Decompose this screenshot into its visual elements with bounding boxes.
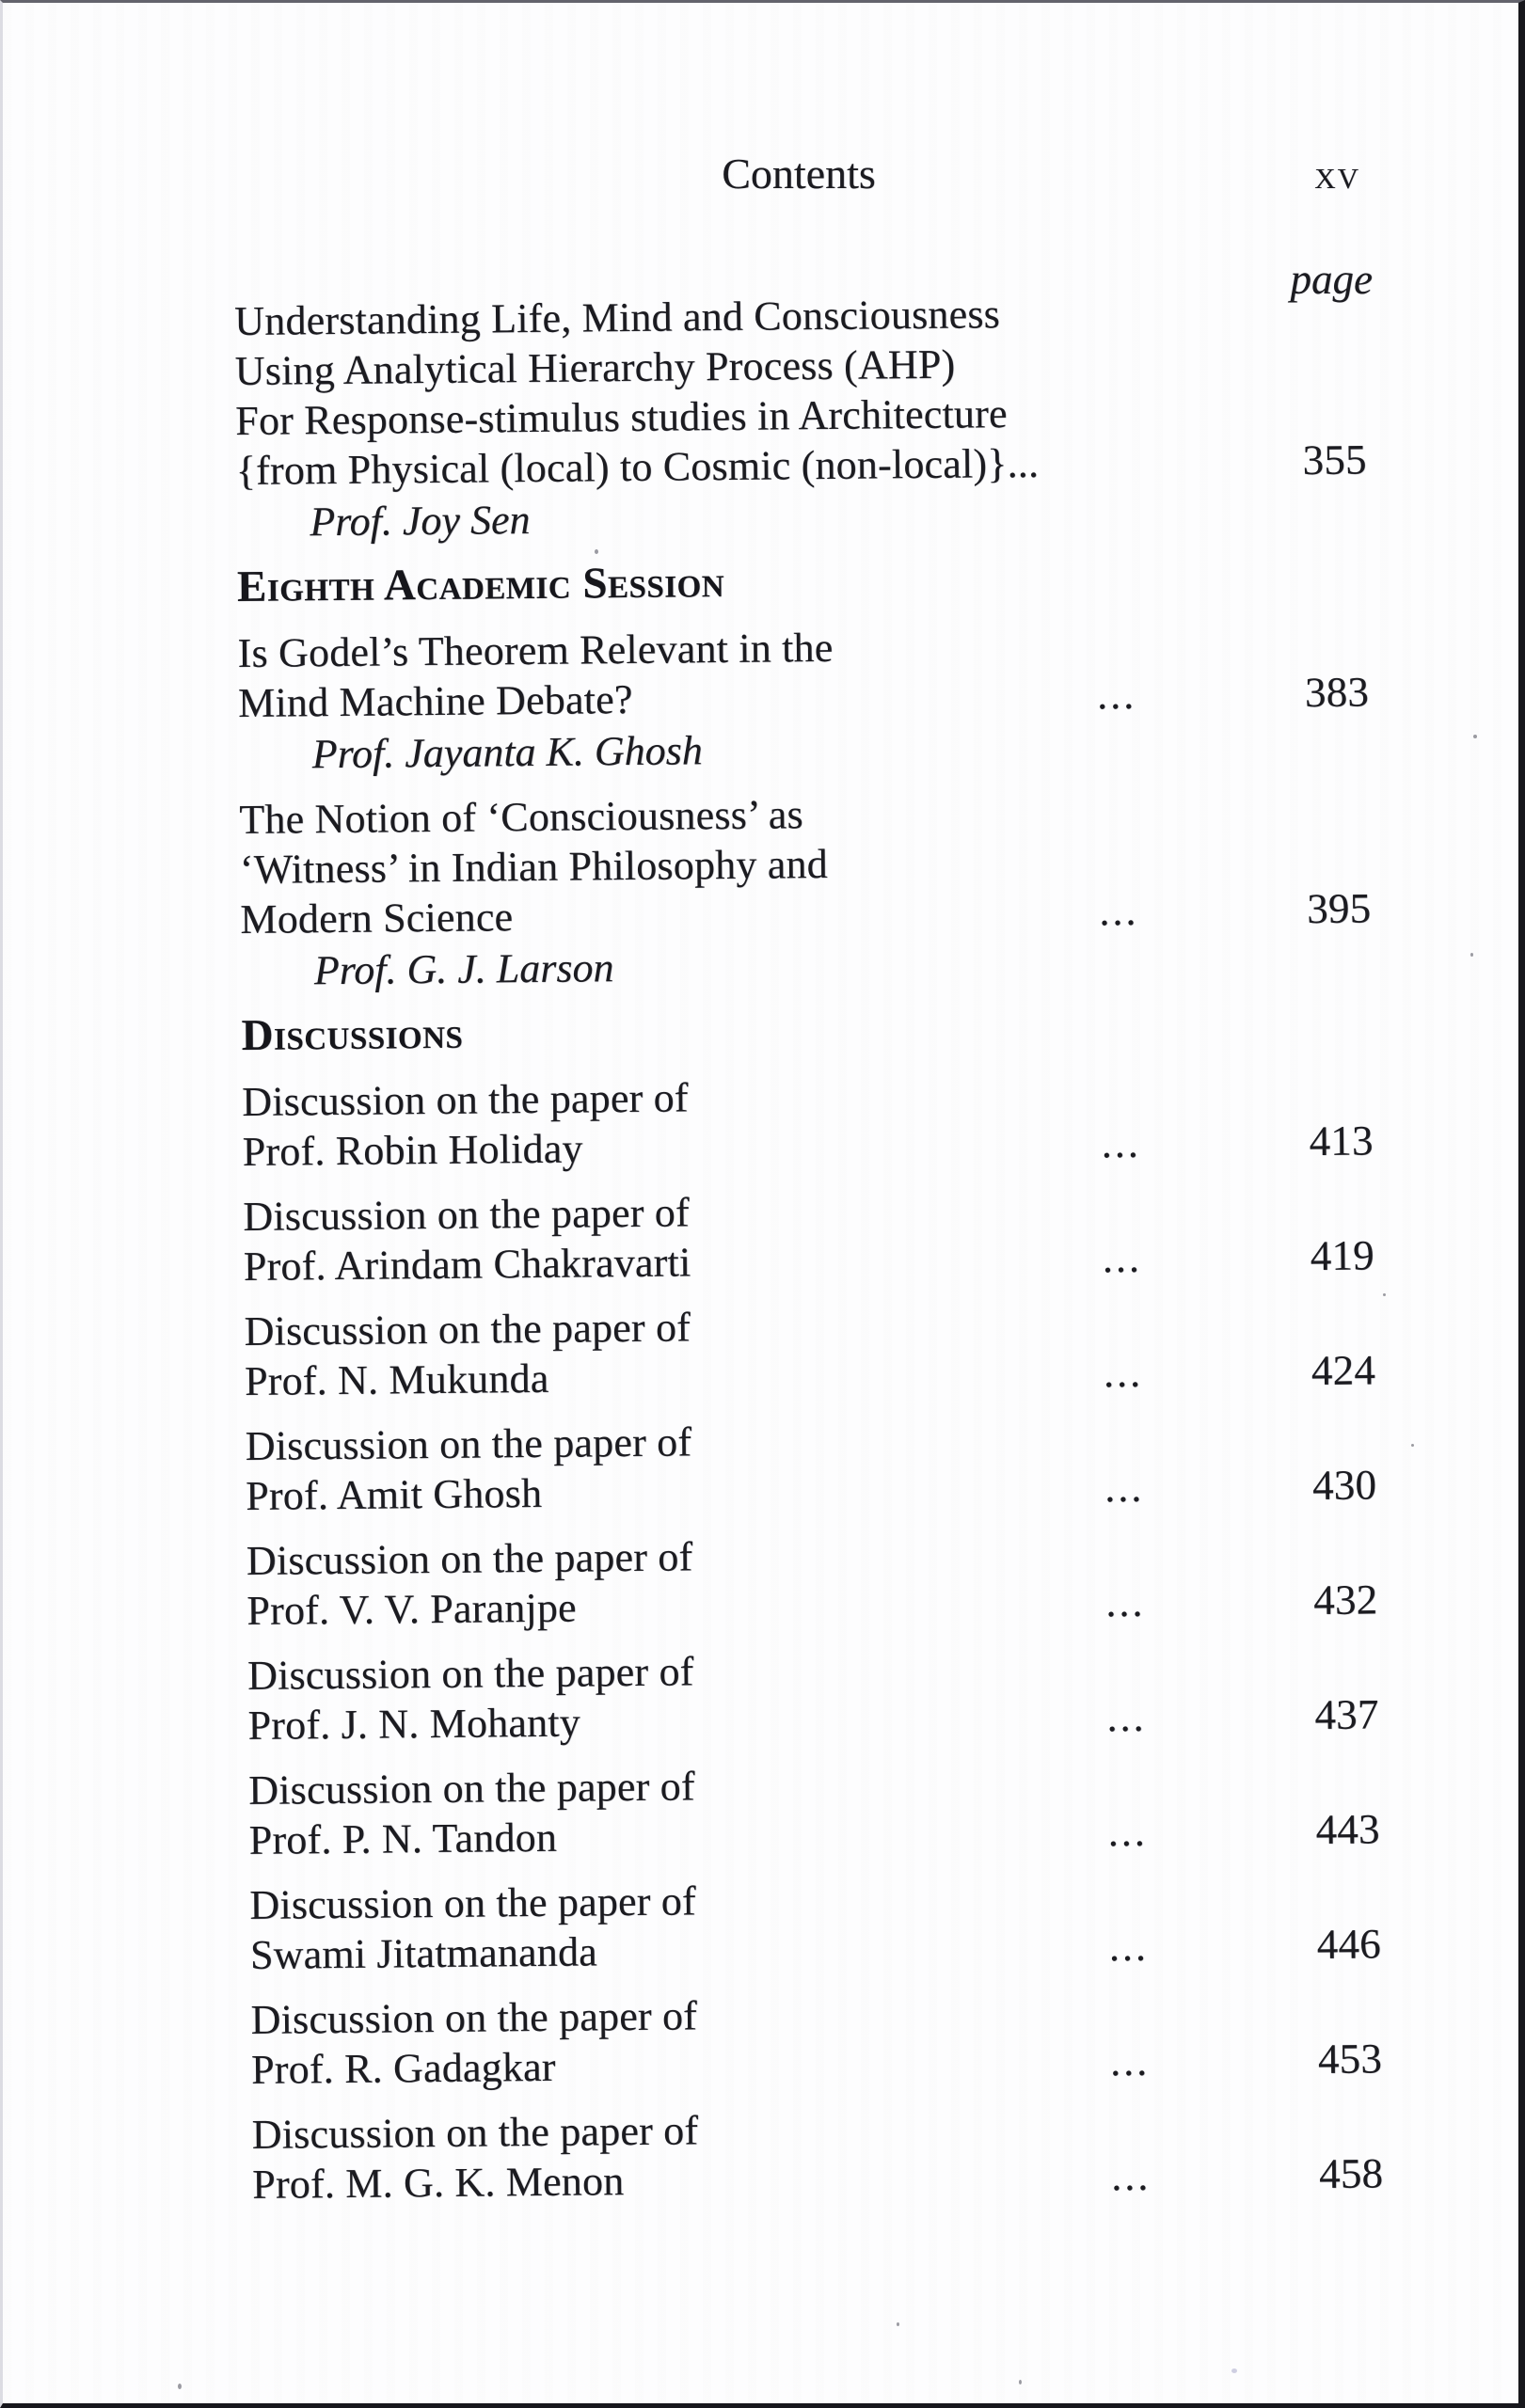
toc-entry bbox=[252, 2099, 1384, 2210]
leader-dots: ... bbox=[1105, 1578, 1146, 1626]
entry-line-text: Swami Jitatmananda bbox=[249, 1928, 598, 1978]
page-number: 355 bbox=[1302, 436, 1367, 484]
leader-dots: ... bbox=[1096, 671, 1137, 719]
toc-entry bbox=[247, 1640, 1379, 1751]
leader-dots: ... bbox=[1102, 1234, 1143, 1282]
page-number: 413 bbox=[1309, 1117, 1374, 1165]
entry-line bbox=[251, 2034, 1382, 2095]
leader-dots: ... bbox=[1110, 2152, 1152, 2200]
entry-line-text: {from Physical (local) to Cosmic (non-local)}... bbox=[235, 439, 1040, 494]
entry-line-text: Prof. Amit Ghosh bbox=[246, 1469, 543, 1519]
page-number: 419 bbox=[1310, 1231, 1375, 1280]
toc-entry bbox=[234, 285, 1368, 547]
entry-line bbox=[242, 1116, 1373, 1177]
scan-speck bbox=[1019, 2380, 1022, 2384]
toc-entry bbox=[237, 617, 1369, 780]
session-heading: Eighth Academic Session bbox=[236, 558, 725, 611]
toc-entry bbox=[243, 1180, 1374, 1291]
entry-line bbox=[246, 1575, 1377, 1636]
entry-author: Prof. Joy Sen bbox=[310, 496, 531, 546]
entry-line bbox=[247, 1689, 1378, 1751]
entry-line-text: Discussion on the paper of bbox=[244, 1304, 691, 1354]
entry-line-text: Discussion on the paper of bbox=[243, 1189, 691, 1240]
entry-line-text: Modern Science bbox=[240, 894, 514, 943]
toc-entries bbox=[234, 285, 1383, 2209]
entry-line bbox=[246, 1460, 1376, 1521]
leader-dots: ... bbox=[1107, 1808, 1148, 1856]
page-number: 430 bbox=[1311, 1461, 1377, 1510]
scan-speck bbox=[1231, 2368, 1237, 2373]
entry-line-text: Discussion on the paper of bbox=[241, 1074, 689, 1125]
page-number: 432 bbox=[1313, 1576, 1378, 1624]
entry-line-text: Mind Machine Debate? bbox=[237, 675, 633, 726]
entry-line bbox=[236, 435, 1367, 496]
page-number: 395 bbox=[1306, 884, 1372, 933]
page-number: 424 bbox=[1311, 1346, 1376, 1395]
entry-line bbox=[238, 667, 1369, 728]
leader-dots: ... bbox=[1103, 1349, 1144, 1397]
entry-line-text: Discussion on the paper of bbox=[250, 1992, 698, 2043]
entry-line-text: Discussion on the paper of bbox=[251, 2107, 699, 2158]
page-number: 437 bbox=[1314, 1690, 1379, 1739]
page-column-label: page bbox=[1290, 256, 1373, 303]
entry-line bbox=[244, 1230, 1374, 1291]
scan-speck bbox=[1411, 1444, 1414, 1447]
entry-line-text: Discussion on the paper of bbox=[245, 1418, 692, 1469]
entry-line bbox=[250, 1919, 1381, 1980]
entry-line bbox=[252, 2148, 1383, 2210]
leader-dots: ... bbox=[1109, 2037, 1151, 2085]
entry-line-text: Prof. M. G. K. Menon bbox=[252, 2158, 625, 2208]
scan-speck bbox=[595, 549, 598, 554]
leader-dots: ... bbox=[1104, 1464, 1145, 1512]
entry-line-text: Understanding Life, Mind and Consciousness bbox=[234, 291, 1001, 344]
scan-speck bbox=[1473, 735, 1477, 738]
entry-line-text: Prof. Arindam Chakravarti bbox=[243, 1239, 691, 1290]
leader-dots: ... bbox=[1099, 887, 1139, 935]
entry-line bbox=[240, 883, 1371, 944]
entry-line-text: Prof. R. Gadagkar bbox=[250, 2043, 556, 2093]
page-title: Contents bbox=[722, 150, 876, 198]
page-number: 443 bbox=[1315, 1805, 1380, 1854]
entry-line-text: ‘Witness’ in Indian Philosophy and bbox=[239, 840, 829, 893]
entry-line-text: Discussion on the paper of bbox=[246, 1648, 694, 1699]
page-number: 453 bbox=[1317, 2035, 1383, 2083]
page-number: 458 bbox=[1318, 2149, 1384, 2198]
entry-line-text: Discussion on the paper of bbox=[248, 1763, 695, 1814]
entry-line-text: Prof. V. V. Paranjpe bbox=[246, 1584, 577, 1634]
entry-line-text: Discussion on the paper of bbox=[249, 1877, 697, 1928]
entry-line-text: The Notion of ‘Consciousness’ as bbox=[239, 791, 804, 843]
entry-author: Prof. G. J. Larson bbox=[313, 944, 614, 994]
folio-roman-numeral: xv bbox=[1314, 151, 1360, 198]
entry-author: Prof. Jayanta K. Ghosh bbox=[311, 727, 704, 778]
session-heading: Discussions bbox=[241, 1008, 464, 1060]
leader-dots: ... bbox=[1106, 1693, 1147, 1741]
toc-entry bbox=[248, 1754, 1380, 1865]
toc-entry bbox=[245, 1410, 1376, 1521]
entry-line-text: Prof. J. N. Mohanty bbox=[247, 1699, 581, 1749]
entry-line-text: For Response-stimulus studies in Architecture bbox=[235, 390, 1008, 444]
scan-speck bbox=[178, 2384, 182, 2389]
entry-line-text: Discussion on the paper of bbox=[246, 1533, 693, 1584]
entry-line-text: Prof. N. Mukunda bbox=[244, 1354, 549, 1404]
toc-entry bbox=[249, 1869, 1381, 1980]
toc-entry bbox=[242, 1066, 1374, 1177]
scan-speck bbox=[897, 2322, 899, 2326]
entry-line-text: Prof. Robin Holiday bbox=[242, 1125, 583, 1175]
scan-speck bbox=[1470, 953, 1473, 957]
toc-entry bbox=[244, 1295, 1375, 1406]
entry-line-text: Prof. P. N. Tandon bbox=[248, 1814, 558, 1863]
toc-entry bbox=[246, 1525, 1378, 1636]
entry-line bbox=[245, 1345, 1375, 1406]
entry-line-text: Using Analytical Hierarchy Process (AHP) bbox=[234, 341, 956, 394]
page-number: 446 bbox=[1316, 1920, 1382, 1969]
page-number: 383 bbox=[1304, 668, 1370, 717]
toc-entry bbox=[239, 784, 1372, 996]
entry-line-text: Is Godel’s Theorem Relevant in the bbox=[237, 624, 834, 676]
leader-dots: ... bbox=[1101, 1119, 1141, 1167]
entry-line bbox=[249, 1804, 1380, 1865]
leader-dots: ... bbox=[1108, 1923, 1150, 1971]
toc-entry bbox=[250, 1984, 1382, 2095]
scan-speck bbox=[1383, 1293, 1386, 1296]
